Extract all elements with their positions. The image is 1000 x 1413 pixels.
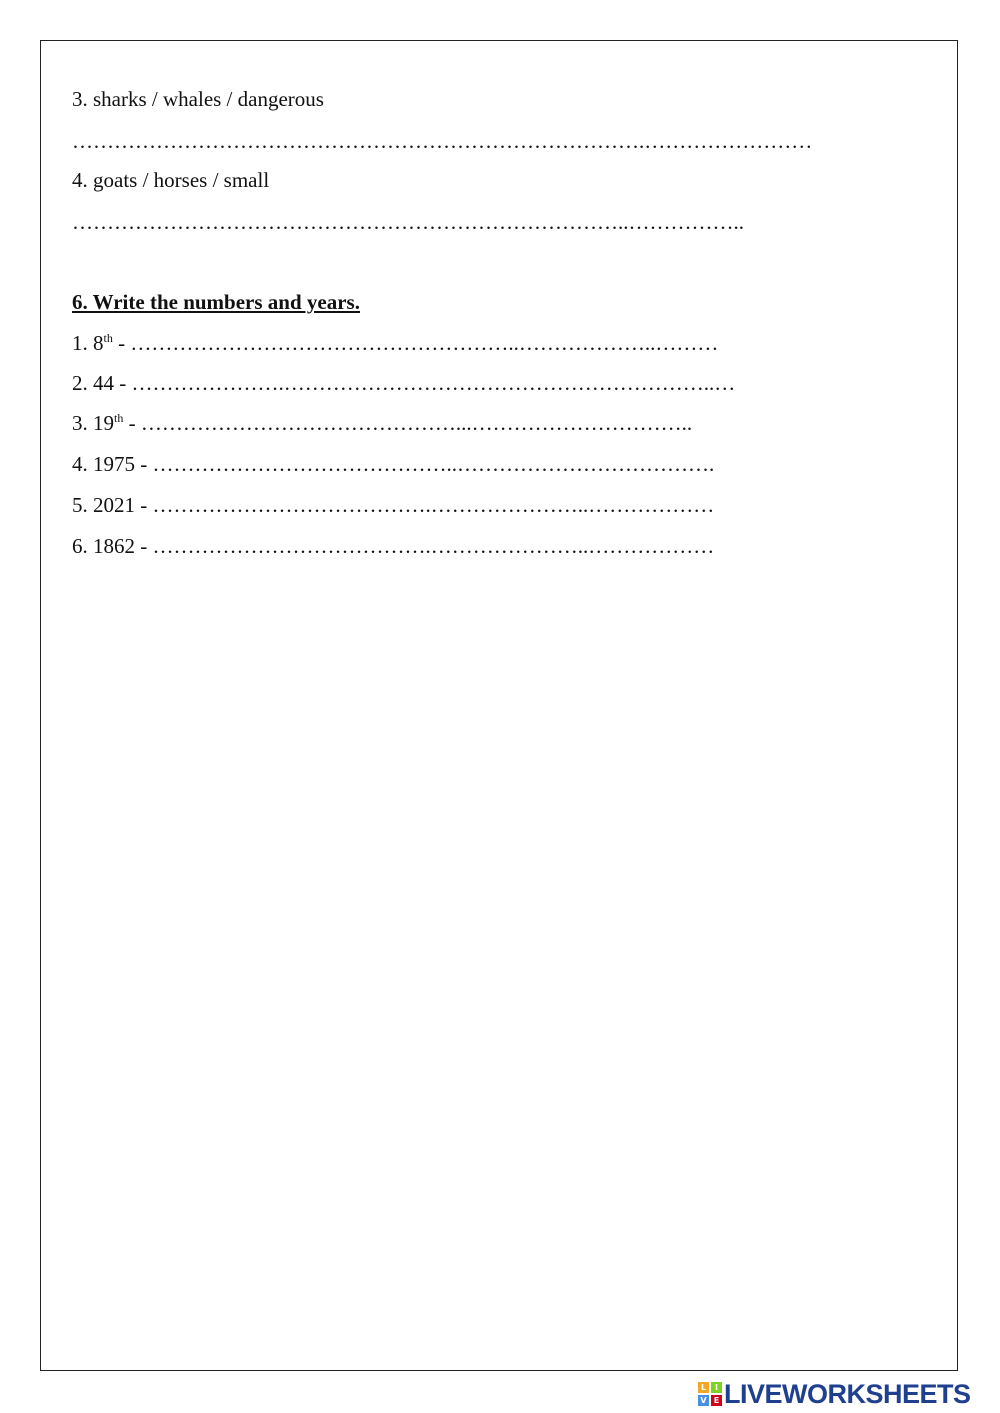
liveworksheets-logo <box>698 1378 971 1410</box>
exercise6-item-6[interactable] <box>72 534 714 558</box>
logo-mark-icon <box>698 1382 722 1406</box>
item-prefix: 1. 8 <box>72 331 104 355</box>
exercise6-item-3[interactable] <box>72 411 692 435</box>
exercise6-item-1[interactable] <box>72 331 718 355</box>
answer-line-4[interactable]: ……………………………………………………………………..…………….. <box>72 210 744 234</box>
answer-line-3[interactable]: ……………………………………………………………………….…………………… <box>72 129 813 153</box>
exercise6-item-2[interactable] <box>72 371 735 395</box>
item-ordinal-suffix: th <box>103 331 113 345</box>
exercise5-item-3: 3. sharks / whales / dangerous <box>72 87 324 111</box>
item-prefix: 5. 2021 - ………………………………….…………………..……………… <box>72 493 715 517</box>
worksheet-page <box>40 40 958 1371</box>
item-ordinal-suffix: th <box>114 411 124 425</box>
item-prefix: 6. 1862 - ………………………………….…………………..……………… <box>72 534 715 558</box>
item-answer-dots: - ………………………………………………..………………..……… <box>112 331 719 355</box>
exercise5-item-4: 4. goats / horses / small <box>72 168 270 192</box>
item-prefix: 3. 19 <box>72 411 114 435</box>
exercise6-heading: 6. Write the numbers and years. <box>72 290 360 314</box>
logo-mark-letter: V <box>698 1395 709 1406</box>
exercise6-item-5[interactable] <box>72 493 714 517</box>
logo-mark-letter: L <box>698 1382 709 1393</box>
item-prefix: 4. 1975 - ……………………………………..………………………………. <box>72 452 715 476</box>
exercise6-item-4[interactable] <box>72 452 714 476</box>
logo-mark-letter: I <box>711 1382 722 1393</box>
logo-text: LIVEWORKSHEETS <box>724 1378 971 1409</box>
item-prefix: 2. 44 - ………………….……………………………………………………..… <box>72 371 736 395</box>
logo-mark-letter: E <box>711 1395 722 1406</box>
item-answer-dots: - ………………………………………...………………………….. <box>123 411 693 435</box>
